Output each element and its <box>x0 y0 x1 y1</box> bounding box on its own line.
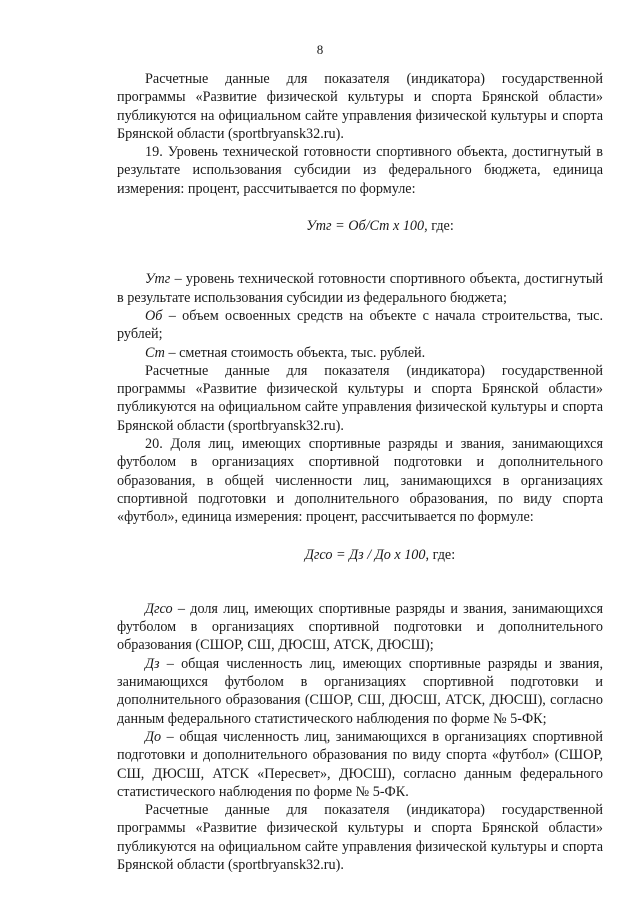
paragraph-publication-note-2: Расчетные данные для показателя (индикатора) государственной программы «Развитие физической культуры и спорта Брянской области» публикуются на официальном сайте управления физической культуры и спорта Брянской области (sportbryansk32.ru). <box>117 362 603 434</box>
definition-term: Дз <box>145 655 160 672</box>
definition-text: – сметная стоимость объекта, тыс. рублей. <box>164 344 426 361</box>
definition-do <box>117 728 603 801</box>
paragraph-publication-note-1: Расчетные данные для показателя (индикатора) государственной программы «Развитие физической культуры и спорта Брянской области» публикуются на официальном сайте управления физической культуры и спорта Брянской области (sportbryansk32.ru). <box>117 71 603 142</box>
definition-term: До <box>145 728 162 745</box>
definition-term: Утг <box>145 271 171 288</box>
formula-utg-expression: Утг = Об/Ст х 100 <box>306 218 425 235</box>
paragraph-item-20: 20. Доля лиц, имеющих спортивные разряды и звания, занимающихся футболом в организациях спортивной подготовки и дополнительного образования, в общей численности лиц, занимающихся в организациях спортивной подготовки и дополнительного образования, по виду спорта «футбол», единица измерения: процент, рассчитывается по формуле: <box>117 436 603 526</box>
formula-dgso-expression: Дгсо = Дз / До х 100 <box>304 546 426 563</box>
definition-text: – доля лиц, имеющих спортивные разряды и звания, занимающихся футболом в организациях спортивной подготовки и дополнительного образования (СШОР, СШ, ДЮСШ, АТСК, ДЮСШ); <box>117 600 603 654</box>
definition-text: – общая численность лиц, имеющих спортивные разряды и звания, занимающихся футболом в организациях спортивной подготовки и дополнительного образования (СШОР, СШ, ДЮСШ, АТСК, ДЮСШ), согласно данным федерального статистического наблюдения по форме № 5-ФК; <box>117 655 603 727</box>
document-body <box>117 70 603 874</box>
definition-dz <box>117 655 603 728</box>
definition-text: – уровень технической готовности спортивного объекта, достигнутый в результате использования субсидии из федерального бюджета; <box>117 271 603 306</box>
definition-dgso <box>117 600 603 655</box>
definition-text: – общая численность лиц, занимающихся в организациях спортивной подготовки и дополнительного образования по виду спорта «футбол» (СШОР, СШ, ДЮСШ, АТСК «Пересвет», ДЮСШ), согласно данным федерального статистического наблюдения по форме № 5-ФК. <box>117 728 603 800</box>
formula-utg-suffix: , где: <box>424 218 454 235</box>
formula-dgso-suffix: , где: <box>425 546 456 563</box>
definition-ob <box>117 307 603 344</box>
definition-utg <box>117 270 603 307</box>
formula-utg <box>117 217 603 235</box>
definition-term: Дгсо <box>145 600 173 617</box>
paragraph-item-19: 19. Уровень технической готовности спортивного объекта, достигнутый в результате использования субсидии из федерального бюджета, единица измерения: процент, рассчитывается по формуле: <box>117 144 603 197</box>
definition-st <box>117 344 603 362</box>
paragraph-publication-note-3: Расчетные данные для показателя (индикатора) государственной программы «Развитие физической культуры и спорта Брянской области» публикуются на официальном сайте управления физической культуры и спорта Брянской области (sportbryansk32.ru). <box>117 802 603 873</box>
definition-text: – объем освоенных средств на объекте с начала строительства, тыс. рублей; <box>117 307 603 343</box>
page-number: 8 <box>316 42 324 57</box>
definition-term: Ст <box>145 344 165 361</box>
formula-dgso <box>117 546 603 564</box>
definition-term: Об <box>145 307 163 324</box>
